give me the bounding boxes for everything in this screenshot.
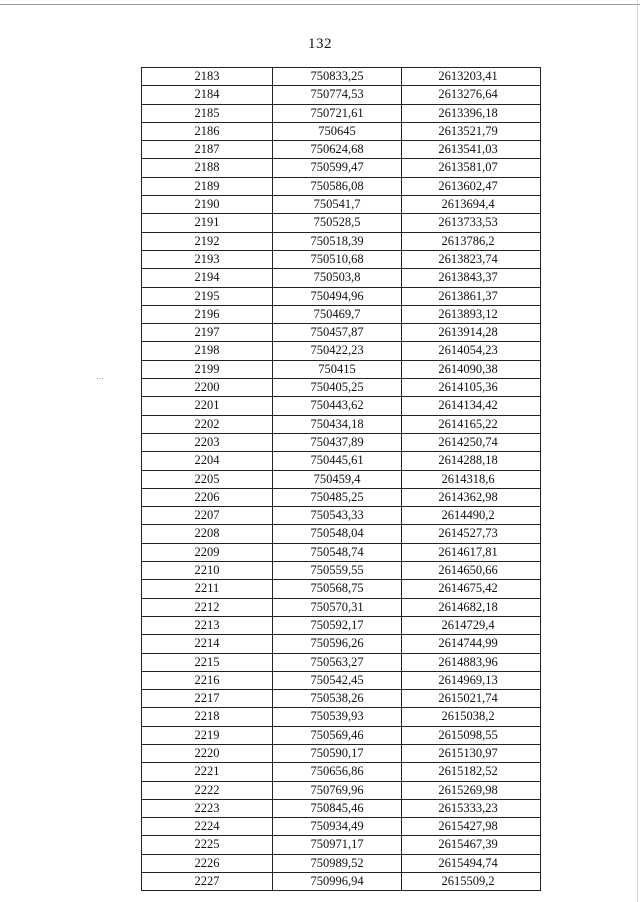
x-coordinate-cell: 750774,53: [273, 86, 402, 104]
x-coordinate-cell: 750542,45: [273, 671, 402, 689]
table-row: [142, 68, 541, 86]
point-number-cell: 2210: [142, 562, 273, 580]
table-row: [142, 360, 541, 378]
point-number-cell: 2211: [142, 580, 273, 598]
x-coordinate-cell: 750443,62: [273, 397, 402, 415]
y-coordinate-cell: 2614250,74: [402, 433, 541, 451]
y-coordinate-cell: 2615427,98: [402, 818, 541, 836]
y-coordinate-cell: 2613521,79: [402, 122, 541, 140]
table-row: [142, 616, 541, 634]
table-row: [142, 177, 541, 195]
scan-top-edge: [0, 4, 640, 5]
table-row: [142, 836, 541, 854]
x-coordinate-cell: 750845,46: [273, 799, 402, 817]
table-row: [142, 86, 541, 104]
x-coordinate-cell: 750721,61: [273, 104, 402, 122]
x-coordinate-cell: 750548,74: [273, 543, 402, 561]
point-number-cell: 2185: [142, 104, 273, 122]
table-row: [142, 232, 541, 250]
point-number-cell: 2209: [142, 543, 273, 561]
point-number-cell: 2204: [142, 452, 273, 470]
point-number-cell: 2195: [142, 287, 273, 305]
table-row: [142, 635, 541, 653]
x-coordinate-cell: 750656,86: [273, 763, 402, 781]
x-coordinate-cell: 750624,68: [273, 141, 402, 159]
point-number-cell: 2225: [142, 836, 273, 854]
y-coordinate-cell: 2615038,2: [402, 708, 541, 726]
table-row: [142, 433, 541, 451]
point-number-cell: 2216: [142, 671, 273, 689]
table-row: [142, 122, 541, 140]
table-row: [142, 305, 541, 323]
point-number-cell: 2221: [142, 763, 273, 781]
table-row: [142, 580, 541, 598]
point-number-cell: 2201: [142, 397, 273, 415]
x-coordinate-cell: 750599,47: [273, 159, 402, 177]
x-coordinate-cell: 750769,96: [273, 781, 402, 799]
y-coordinate-cell: 2614165,22: [402, 415, 541, 433]
y-coordinate-cell: 2613396,18: [402, 104, 541, 122]
x-coordinate-cell: 750539,93: [273, 708, 402, 726]
x-coordinate-cell: 750503,8: [273, 269, 402, 287]
y-coordinate-cell: 2615494,74: [402, 854, 541, 872]
y-coordinate-cell: 2613843,37: [402, 269, 541, 287]
y-coordinate-cell: 2613786,2: [402, 232, 541, 250]
y-coordinate-cell: 2615182,52: [402, 763, 541, 781]
coordinates-table: [141, 67, 541, 891]
y-coordinate-cell: 2614090,38: [402, 360, 541, 378]
x-coordinate-cell: 750434,18: [273, 415, 402, 433]
point-number-cell: 2199: [142, 360, 273, 378]
table-row: [142, 873, 541, 891]
y-coordinate-cell: 2614729,4: [402, 616, 541, 634]
y-coordinate-cell: 2613823,74: [402, 250, 541, 268]
page-number: 132: [308, 36, 332, 52]
point-number-cell: 2205: [142, 470, 273, 488]
point-number-cell: 2212: [142, 598, 273, 616]
point-number-cell: 2227: [142, 873, 273, 891]
x-coordinate-cell: 750833,25: [273, 68, 402, 86]
table-row: [142, 415, 541, 433]
point-number-cell: 2202: [142, 415, 273, 433]
table-row: [142, 159, 541, 177]
x-coordinate-cell: 750518,39: [273, 232, 402, 250]
point-number-cell: 2213: [142, 616, 273, 634]
table-row: [142, 287, 541, 305]
x-coordinate-cell: 750415: [273, 360, 402, 378]
point-number-cell: 2207: [142, 507, 273, 525]
table-row: [142, 324, 541, 342]
x-coordinate-cell: 750405,25: [273, 379, 402, 397]
table-row: [142, 854, 541, 872]
y-coordinate-cell: 2613581,07: [402, 159, 541, 177]
y-coordinate-cell: 2614105,36: [402, 379, 541, 397]
point-number-cell: 2190: [142, 196, 273, 214]
y-coordinate-cell: 2615021,74: [402, 690, 541, 708]
table-row: [142, 690, 541, 708]
x-coordinate-cell: 750934,49: [273, 818, 402, 836]
scan-right-edge: [637, 0, 638, 902]
y-coordinate-cell: 2613276,64: [402, 86, 541, 104]
x-coordinate-cell: 750989,52: [273, 854, 402, 872]
y-coordinate-cell: 2614744,99: [402, 635, 541, 653]
y-coordinate-cell: 2614883,96: [402, 653, 541, 671]
table-row: [142, 250, 541, 268]
coordinates-table-body: [142, 68, 541, 891]
table-row: [142, 543, 541, 561]
x-coordinate-cell: 750559,55: [273, 562, 402, 580]
x-coordinate-cell: 750543,33: [273, 507, 402, 525]
x-coordinate-cell: 750569,46: [273, 726, 402, 744]
x-coordinate-cell: 750586,08: [273, 177, 402, 195]
y-coordinate-cell: 2614650,66: [402, 562, 541, 580]
x-coordinate-cell: 750596,26: [273, 635, 402, 653]
table-row: [142, 763, 541, 781]
point-number-cell: 2206: [142, 488, 273, 506]
point-number-cell: 2197: [142, 324, 273, 342]
table-row: [142, 397, 541, 415]
point-number-cell: 2194: [142, 269, 273, 287]
y-coordinate-cell: 2615269,98: [402, 781, 541, 799]
y-coordinate-cell: 2614288,18: [402, 452, 541, 470]
point-number-cell: 2198: [142, 342, 273, 360]
table-row: [142, 470, 541, 488]
point-number-cell: 2218: [142, 708, 273, 726]
y-coordinate-cell: 2613203,41: [402, 68, 541, 86]
x-coordinate-cell: 750469,7: [273, 305, 402, 323]
x-coordinate-cell: 750590,17: [273, 744, 402, 762]
point-number-cell: 2223: [142, 799, 273, 817]
point-number-cell: 2189: [142, 177, 273, 195]
table-row: [142, 525, 541, 543]
y-coordinate-cell: 2615098,55: [402, 726, 541, 744]
y-coordinate-cell: 2614490,2: [402, 507, 541, 525]
point-number-cell: 2217: [142, 690, 273, 708]
x-coordinate-cell: 750528,5: [273, 214, 402, 232]
table-row: [142, 104, 541, 122]
y-coordinate-cell: 2614054,23: [402, 342, 541, 360]
table-row: [142, 799, 541, 817]
table-row: [142, 653, 541, 671]
y-coordinate-cell: 2613914,28: [402, 324, 541, 342]
point-number-cell: 2219: [142, 726, 273, 744]
point-number-cell: 2183: [142, 68, 273, 86]
table-row: [142, 818, 541, 836]
x-coordinate-cell: 750645: [273, 122, 402, 140]
x-coordinate-cell: 750510,68: [273, 250, 402, 268]
table-row: [142, 726, 541, 744]
scan-speck: …: [96, 372, 104, 381]
point-number-cell: 2215: [142, 653, 273, 671]
y-coordinate-cell: 2615467,39: [402, 836, 541, 854]
table-row: [142, 562, 541, 580]
point-number-cell: 2226: [142, 854, 273, 872]
point-number-cell: 2196: [142, 305, 273, 323]
x-coordinate-cell: 750996,94: [273, 873, 402, 891]
point-number-cell: 2184: [142, 86, 273, 104]
table-row: [142, 708, 541, 726]
table-row: [142, 781, 541, 799]
y-coordinate-cell: 2613861,37: [402, 287, 541, 305]
y-coordinate-cell: 2613602,47: [402, 177, 541, 195]
x-coordinate-cell: 750437,89: [273, 433, 402, 451]
point-number-cell: 2193: [142, 250, 273, 268]
table-row: [142, 671, 541, 689]
point-number-cell: 2220: [142, 744, 273, 762]
table-row: [142, 744, 541, 762]
x-coordinate-cell: 750459,4: [273, 470, 402, 488]
point-number-cell: 2200: [142, 379, 273, 397]
point-number-cell: 2203: [142, 433, 273, 451]
x-coordinate-cell: 750592,17: [273, 616, 402, 634]
x-coordinate-cell: 750445,61: [273, 452, 402, 470]
x-coordinate-cell: 750548,04: [273, 525, 402, 543]
x-coordinate-cell: 750494,96: [273, 287, 402, 305]
point-number-cell: 2187: [142, 141, 273, 159]
table-row: [142, 598, 541, 616]
y-coordinate-cell: 2614675,42: [402, 580, 541, 598]
point-number-cell: 2192: [142, 232, 273, 250]
y-coordinate-cell: 2613893,12: [402, 305, 541, 323]
y-coordinate-cell: 2614134,42: [402, 397, 541, 415]
point-number-cell: 2191: [142, 214, 273, 232]
point-number-cell: 2186: [142, 122, 273, 140]
x-coordinate-cell: 750538,26: [273, 690, 402, 708]
point-number-cell: 2188: [142, 159, 273, 177]
x-coordinate-cell: 750971,17: [273, 836, 402, 854]
y-coordinate-cell: 2613541,03: [402, 141, 541, 159]
point-number-cell: 2222: [142, 781, 273, 799]
x-coordinate-cell: 750485,25: [273, 488, 402, 506]
y-coordinate-cell: 2614362,98: [402, 488, 541, 506]
table-row: [142, 269, 541, 287]
table-row: [142, 488, 541, 506]
y-coordinate-cell: 2614682,18: [402, 598, 541, 616]
point-number-cell: 2214: [142, 635, 273, 653]
table-row: [142, 379, 541, 397]
table-row: [142, 342, 541, 360]
x-coordinate-cell: 750568,75: [273, 580, 402, 598]
y-coordinate-cell: 2615509,2: [402, 873, 541, 891]
point-number-cell: 2224: [142, 818, 273, 836]
point-number-cell: 2208: [142, 525, 273, 543]
y-coordinate-cell: 2615130,97: [402, 744, 541, 762]
y-coordinate-cell: 2613733,53: [402, 214, 541, 232]
x-coordinate-cell: 750541,7: [273, 196, 402, 214]
y-coordinate-cell: 2614318,6: [402, 470, 541, 488]
y-coordinate-cell: 2614969,13: [402, 671, 541, 689]
x-coordinate-cell: 750570,31: [273, 598, 402, 616]
table-row: [142, 196, 541, 214]
x-coordinate-cell: 750563,27: [273, 653, 402, 671]
x-coordinate-cell: 750457,87: [273, 324, 402, 342]
x-coordinate-cell: 750422,23: [273, 342, 402, 360]
table-row: [142, 141, 541, 159]
table-row: [142, 214, 541, 232]
table-row: [142, 452, 541, 470]
y-coordinate-cell: 2614617,81: [402, 543, 541, 561]
table-row: [142, 507, 541, 525]
y-coordinate-cell: 2613694,4: [402, 196, 541, 214]
y-coordinate-cell: 2615333,23: [402, 799, 541, 817]
y-coordinate-cell: 2614527,73: [402, 525, 541, 543]
